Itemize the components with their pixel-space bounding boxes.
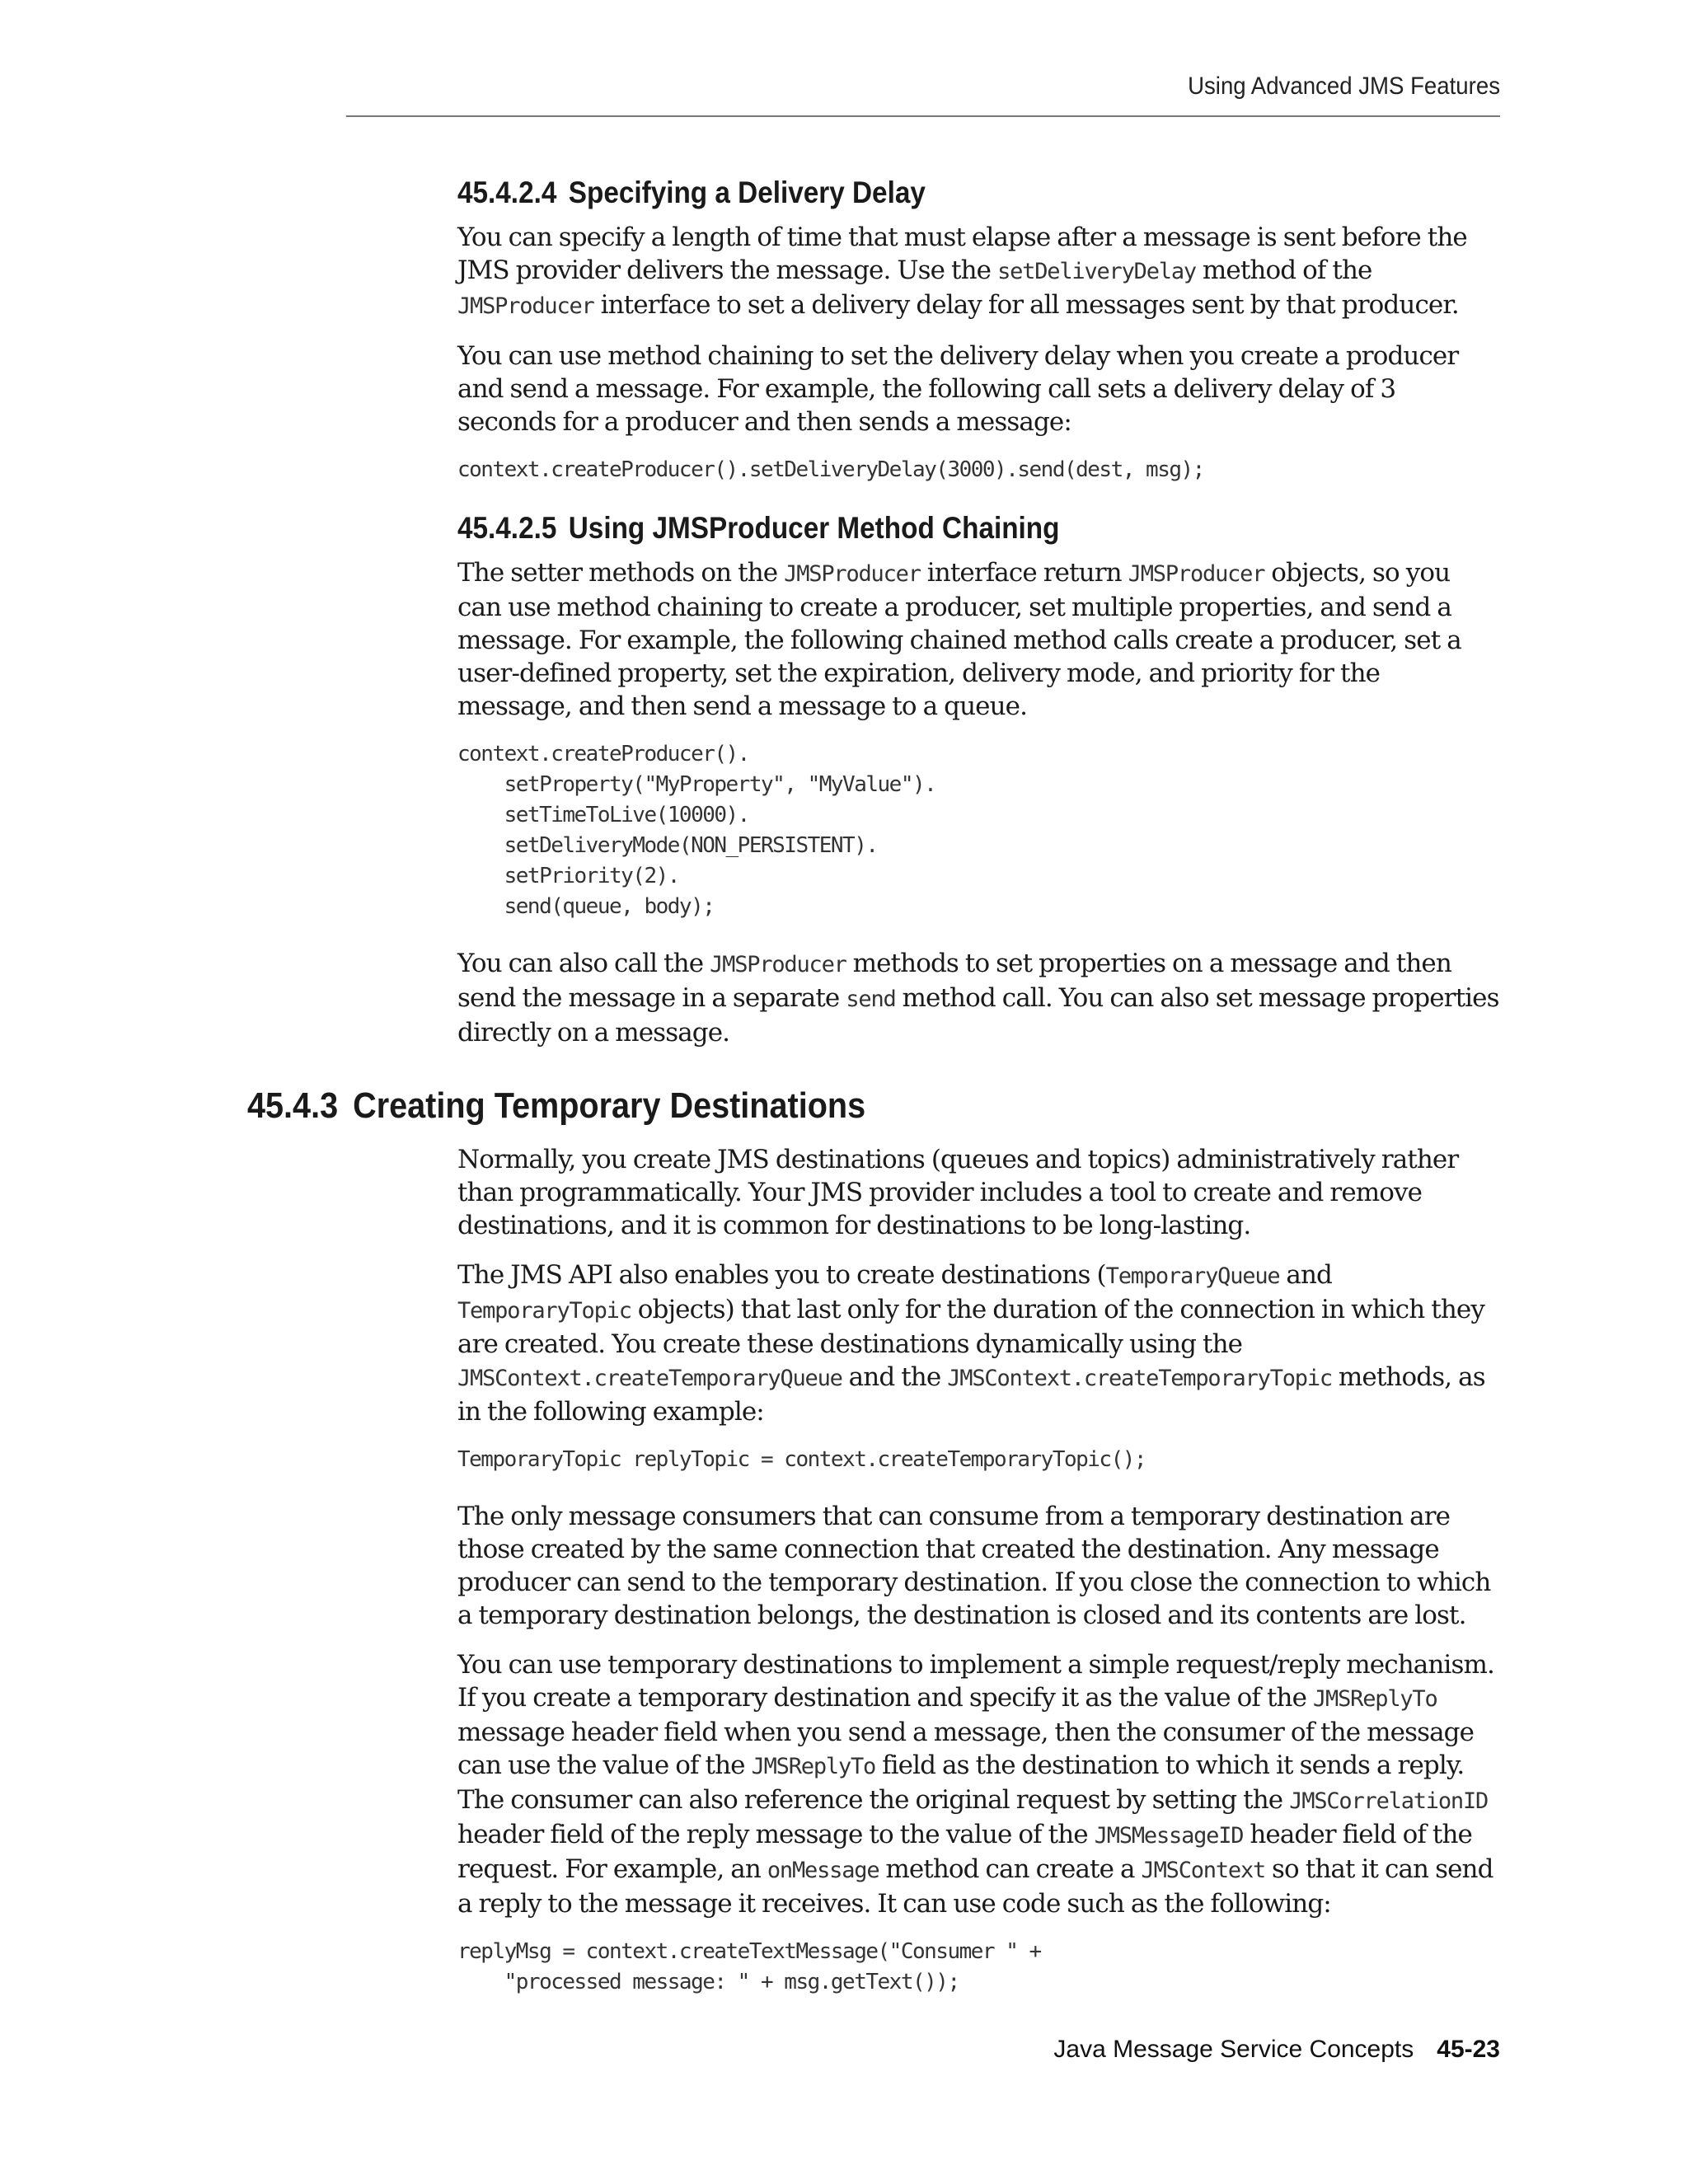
section-number: 45.4.2.5 (457, 511, 557, 545)
text-run: You can also call the (457, 949, 710, 978)
text-run: You can use temporary destinations to implement a simple request/reply mechanism. If you create a temporary destination and specify it as the value of the (457, 1650, 1494, 1713)
page-number: 45-23 (1437, 2036, 1500, 2063)
section-number: 45.4.3 (247, 1085, 339, 1126)
code-block: context.createProducer().setDeliveryDelay(3000).send(dest, msg); (457, 457, 1204, 482)
text-run: method of the (1195, 255, 1372, 285)
footer-book-title: Java Message Service Concepts (1053, 2036, 1414, 2063)
running-header-title: Using Advanced JMS Features (1188, 73, 1500, 100)
paragraph: You can use method chaining to set the delivery delay when you create a producer and send a message. For example, the following call sets a delivery delay of 3 seconds for a producer and then sends a message: (457, 341, 1459, 437)
inline-code: JMSContext.createTemporaryTopic (947, 1366, 1332, 1391)
text-run: methods, as in the following example: (457, 1362, 1485, 1427)
text-run: The JMS API also enables you to create destinations ( (457, 1260, 1106, 1290)
paragraph (457, 1648, 1500, 1920)
inline-code: JMSProducer (710, 952, 846, 977)
paragraph (457, 221, 1500, 323)
paragraph (457, 556, 1500, 723)
text-run: objects) that last only for the duration of the connection in which they are created. You create these destinations dynamically using the (457, 1295, 1484, 1359)
inline-code: JMSMessageID (1094, 1823, 1244, 1849)
inline-code: onMessage (767, 1858, 879, 1883)
inline-code: JMSProducer (1128, 561, 1265, 587)
text-run: methods to set properties on a message and then send the message in a separate (457, 949, 1451, 1013)
text-run: The setter methods on the (457, 558, 785, 588)
text-run: method can create a (879, 1854, 1142, 1884)
paragraph (457, 947, 1500, 1049)
inline-code: JMSContext.createTemporaryQueue (457, 1366, 842, 1391)
section-heading-45-4-2-5 (457, 510, 1396, 546)
inline-code: send (846, 987, 896, 1012)
code-block: context.createProducer(). setProperty("MyProperty", "MyValue"). setTimeToLive(10000). setDeliveryMode(NON_PERSISTENT). setPriority(2). send(queue, body); (457, 742, 936, 919)
text-run: header field of the reply message to the value of the (457, 1820, 1095, 1849)
paragraph: Normally, you create JMS destinations (queues and topics) administratively rather than programmatically. Your JMS provider includes a tool to create and remove destinations, and it is common for destinations to be long-lasting. (457, 1145, 1459, 1240)
section-title: Specifying a Delivery Delay (568, 176, 926, 209)
section-heading-45-4-2-4 (457, 175, 1396, 211)
text-run: header field of the request. For example, an (457, 1820, 1472, 1884)
inline-code: JMSProducer (784, 561, 921, 587)
text-run: so that it can send a reply to the message it receives. It can use code such as the following: (457, 1854, 1493, 1919)
text-run: field as the destination to which it sends a reply. The consumer can also reference the original request by setting the (457, 1750, 1465, 1815)
section-title: Using JMSProducer Method Chaining (568, 511, 1060, 545)
text-run: interface to set a delivery delay for all messages sent by that producer. (593, 290, 1459, 320)
inline-code: TemporaryQueue (1105, 1263, 1280, 1289)
inline-code: TemporaryTopic (457, 1298, 631, 1324)
paragraph: The only message consumers that can consume from a temporary destination are those created by the same connection that created the destination. Any message producer can send to the temporary destination. If you close the connection to which a temporary destination belongs, the destination is closed and its contents are lost. (457, 1502, 1491, 1630)
running-header (346, 73, 1500, 117)
inline-code: JMSProducer (457, 293, 594, 319)
section-heading-45-4-3 (247, 1085, 1375, 1127)
code-block: TemporaryTopic replyTopic = context.createTemporaryTopic(); (457, 1447, 1146, 1472)
section-title: Creating Temporary Destinations (353, 1085, 866, 1126)
text-run: and (1279, 1260, 1332, 1290)
text-run: message header field when you send a message, then the consumer of the message can use the value of the (457, 1718, 1475, 1780)
inline-code: setDeliveryDelay (997, 259, 1196, 284)
inline-code: JMSContext (1141, 1858, 1266, 1883)
text-run: method call. You can also set message properties directly on a message. (457, 983, 1499, 1047)
text-run: and the (842, 1362, 948, 1392)
inline-code: JMSCorrelationID (1289, 1788, 1489, 1814)
inline-code: JMSReplyTo (751, 1754, 876, 1779)
inline-code: JMSReplyTo (1312, 1686, 1437, 1712)
page-content (247, 165, 1500, 2022)
text-run: objects, so you can use method chaining to create a producer, set multiple properties, and send a message. For example, the following chained method calls create a producer, set a user-defined property, set the expiration, delivery mode, and priority for the message, and then send a message to a queue. (457, 558, 1461, 721)
section-number: 45.4.2.4 (457, 176, 557, 209)
text-run: You can specify a length of time that must elapse after a message is sent before the JMS provider delivers the message. Use the (457, 223, 1467, 285)
text-run: interface return (920, 558, 1128, 588)
code-block: replyMsg = context.createTextMessage("Consumer " + "processed message: " + msg.getText()); (457, 1939, 1041, 1994)
paragraph (457, 1258, 1500, 1428)
running-footer (1053, 2036, 1500, 2064)
